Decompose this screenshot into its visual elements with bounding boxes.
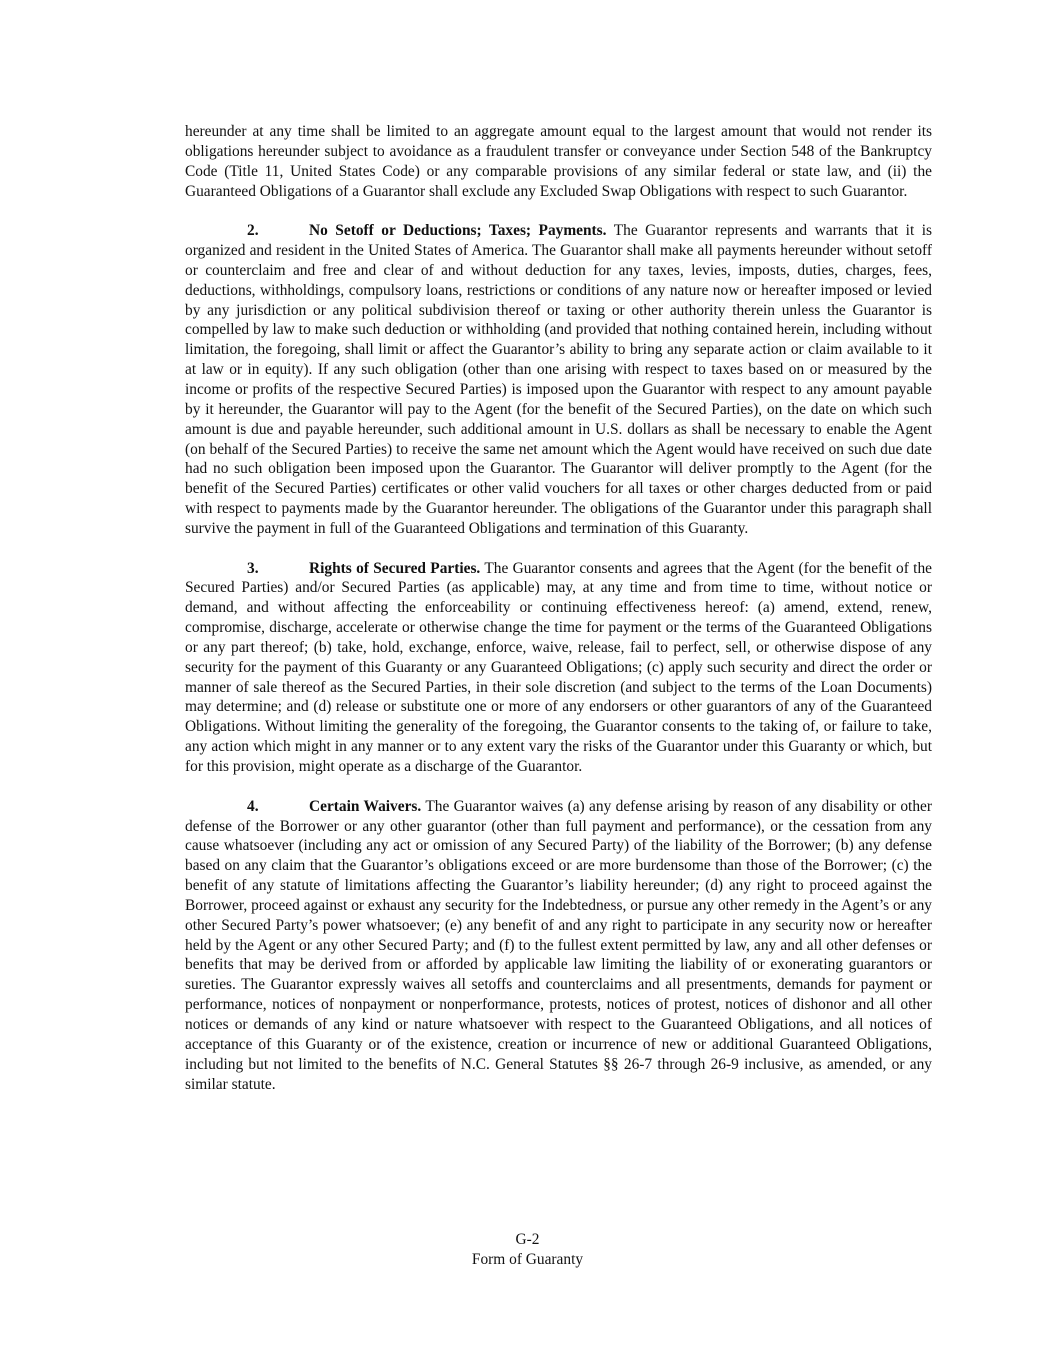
section-3-body: The Guarantor consents and agrees that the Agent (for the benefit of the Secured Parties) and/or Secured Parties (as applicable) may, at any time and from time to time, without notice or demand, and without affecting the enforceability or continuing effectiveness hereof: (a) amend, extend, renew, compromise, discharge, accelerate or otherwise change the time for payment or the terms of the Guaranteed Obligations or any part thereof; (b) take, hold, exchange, enforce, waive, release, fail to perfect, sell, or otherwise dispose of any security for the payment of this Guaranty or any Guaranteed Obligations; (c) apply such security and direct the order or manner of sale thereof as the Secured Parties, in their sole discretion (and subject to the terms of the Loan Documents) may determine; and (d) release or substitute one or more of any endorsers or other guarantors of any of the Guaranteed Obligations. Without limiting the generality of the foregoing, the Guarantor consents to the taking of, or failure to take, any action which might in any manner or to any extent vary the risks of the Guarantor under this Guaranty or which, but for this provision, might operate as a discharge of the Guarantor. xyxy=(185,559,932,775)
section-3-paragraph xyxy=(185,559,932,777)
section-2-paragraph xyxy=(185,221,932,539)
document-page xyxy=(185,122,932,1094)
section-4-number: 4. xyxy=(247,797,259,815)
section-2-number: 2. xyxy=(247,222,259,240)
footer-title: Form of Guaranty xyxy=(471,1250,584,1268)
section-2-body: The Guarantor represents and warrants that it is organized and resident in the United States of America. The Guarantor shall make all payments hereunder without setoff or counterclaim and free and clear of and without deduction for any taxes, levies, imposts, duties, charges, fees, deductions, withholdings, compulsory loans, restrictions or conditions of any nature now or hereafter imposed or levied by any jurisdiction or any political subdivision thereof or taxing or other authority therein unless the Guarantor is compelled by law to make such deduction or withholding (and provided that nothing contained herein, including without limitation, the foregoing, shall limit or affect the Guarantor’s ability to bring any separate action or claim available to it at law or in equity). If any such obligation (other than one arising with respect to taxes based on or measured by the income or profits of the respective Secured Parties) is imposed upon the Guarantor with respect to any amount payable by it hereunder, the Guarantor will pay to the Agent (for the benefit of the Secured Parties), on the date on which such amount is due and payable hereunder, such additional amount in U.S. dollars as shall be necessary to enable the Agent (on behalf of the Secured Parties) to receive the same net amount which the Agent would have received on such due date had no such obligation been imposed upon the Guarantor. The Guarantor will deliver promptly to the Agent (for the benefit of the Secured Parties) certificates or other valid vouchers for all taxes or other charges deducted from or paid with respect to payments made by the Guarantor hereunder. The obligations of the Guarantor under this paragraph shall survive the payment in full of the Guaranteed Obligations and termination of this Guaranty. xyxy=(185,222,932,537)
section-4-heading: Certain Waivers. xyxy=(309,797,422,815)
intro-paragraph: hereunder at any time shall be limited to an aggregate amount equal to the largest amount that would not render its obligations hereunder subject to avoidance as a fraudulent transfer or conveyance under Section 548 of the Bankruptcy Code (Title 11, United States Code) or any comparable provisions of any similar federal or state law, and (ii) the Guaranteed Obligations of a Guarantor shall exclude any Excluded Swap Obligations with respect to such Guarantor. xyxy=(185,123,932,200)
section-2-heading: No Setoff or Deductions; Taxes; Payments. xyxy=(309,222,607,240)
section-4-paragraph xyxy=(185,797,932,1095)
section-3-number: 3. xyxy=(247,559,259,577)
page-number: G-2 xyxy=(515,1231,540,1248)
section-4-body: The Guarantor waives (a) any defense arising by reason of any disability or other defense of the Borrower or any other guarantor (other than full payment and performance), or the cessation from any cause whatsoever (including any act or omission of any Secured Party) of the liability of the Borrower; (b) any defense based on any claim that the Guarantor’s obligations exceed or are more burdensome than those of the Borrower; (c) the benefit of any statute of limitations affecting the Guarantor’s liability hereunder; (d) any right to proceed against the Borrower, proceed against or exhaust any security for the Indebtedness, or pursue any other remedy in the Agent’s or any other Secured Party’s power whatsoever; (e) any benefit of and any right to participate in any security now or hereafter held by the Agent or any other Secured Party; and (f) to the fullest extent permitted by law, any and all other defenses or benefits that may be derived from or afforded by applicable law limiting the liability of or exonerating guarantors or sureties. The Guarantor expressly waives all setoffs and counterclaims and all presentments, demands for payment or performance, notices of nonpayment or nonperformance, protests, notices of protest, notices of dishonor and all other notices or demands of any kind or nature whatsoever with respect to the Guaranteed Obligations, and all notices of acceptance of this Guaranty or of the existence, creation or incurrence of new or additional Guaranteed Obligations, including but not limited to the benefits of N.C. General Statutes §§ 26-7 through 26-9 inclusive, as amended, or any similar statute. xyxy=(185,797,932,1093)
section-3-heading: Rights of Secured Parties. xyxy=(309,559,481,577)
page-footer xyxy=(0,1230,1055,1270)
